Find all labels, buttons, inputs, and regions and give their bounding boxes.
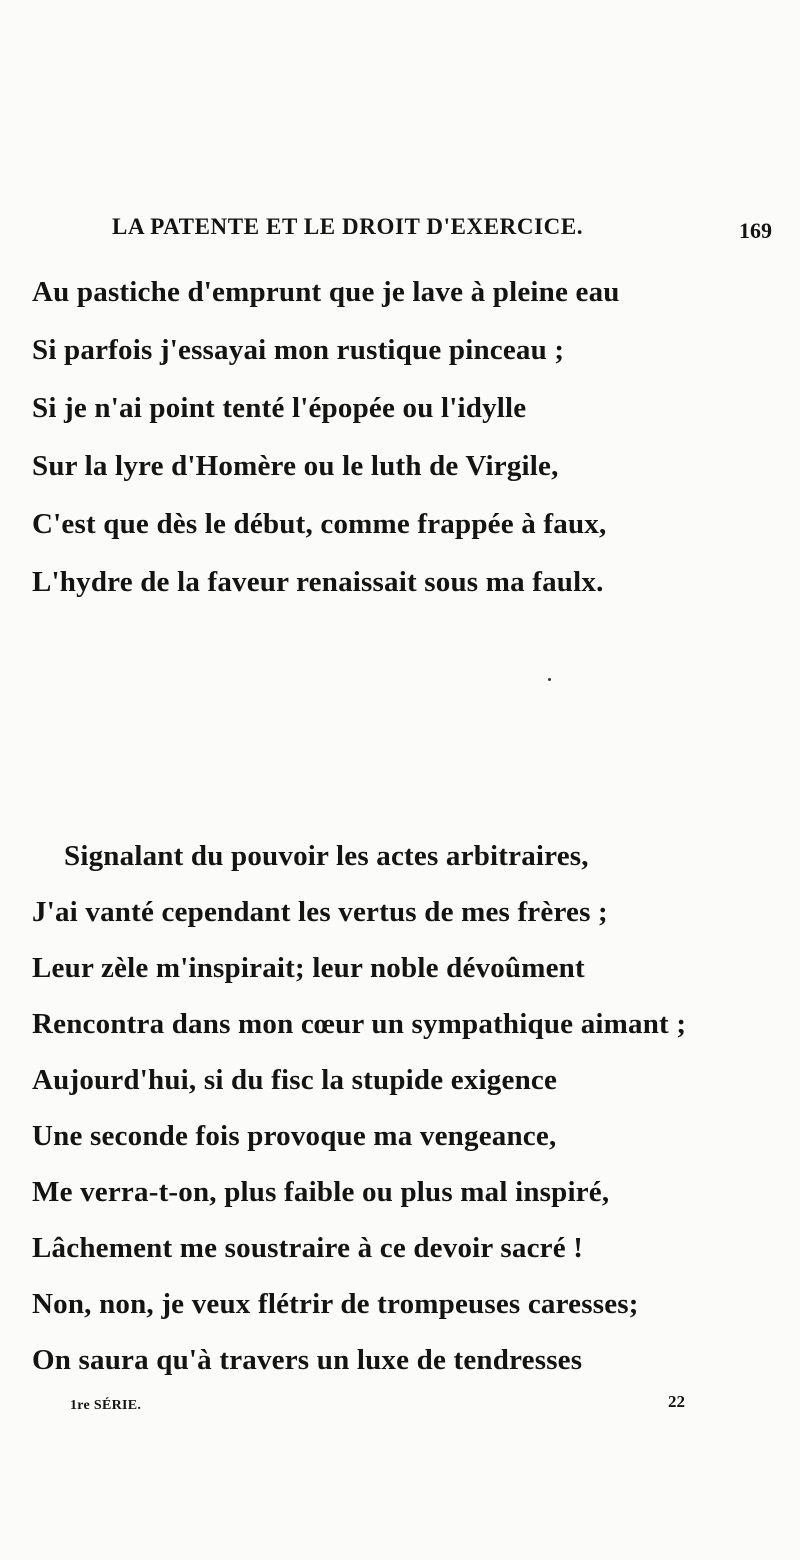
sheet-number: 22 [668,1392,685,1411]
verse-line: J'ai vanté cependant les vertus de mes frères ; [32,896,608,928]
page-header [112,214,772,254]
verse-line: Au pastiche d'emprunt que je lave à pleine eau [32,276,620,308]
verse-line: Si parfois j'essayai mon rustique pinceau ; [32,334,565,366]
verse-line: Une seconde fois provoque ma vengeance, [32,1120,557,1152]
signature-mark: 1re SÉRIE. [70,1398,142,1413]
verse-line: C'est que dès le début, comme frappée à faux, [32,508,607,540]
verse-line: Signalant du pouvoir les actes arbitraires, [64,840,589,872]
verse-line: Aujourd'hui, si du fisc la stupide exigence [32,1064,558,1096]
page-number: 169 [739,218,772,243]
verse-line: Si je n'ai point tenté l'épopée ou l'idylle [32,392,527,424]
verse-line: L'hydre de la faveur renaissait sous ma faulx. [32,566,604,598]
page-footer [0,1392,800,1422]
verse-line: Sur la lyre d'Homère ou le luth de Virgile, [32,450,559,482]
verse-line: Leur zèle m'inspirait; leur noble dévoûment [32,952,585,984]
verse-line: Lâchement me soustraire à ce devoir sacré ! [32,1232,584,1264]
verse-line: Me verra-t-on, plus faible ou plus mal inspiré, [32,1176,610,1208]
running-title: LA PATENTE ET LE DROIT D'EXERCICE. [112,214,584,239]
verse-line: Non, non, je veux flétrir de trompeuses caresses; [32,1288,639,1320]
verse-line: On saura qu'à travers un luxe de tendresses [32,1344,583,1376]
ink-speck [548,678,551,681]
verse-line: Rencontra dans mon cœur un sympathique aimant ; [32,1008,687,1040]
